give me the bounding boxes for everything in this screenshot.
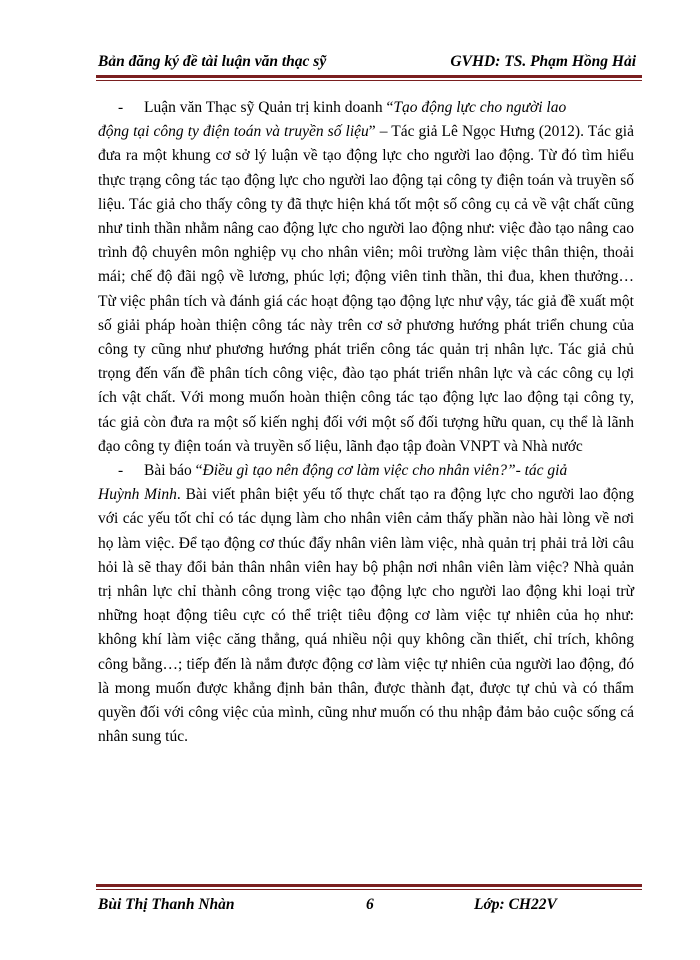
footer-rule-thick (96, 884, 642, 887)
lead-plain-text: Luận văn Thạc sỹ Quản trị kinh doanh “ (144, 99, 394, 116)
paragraph-lead-line (98, 459, 634, 483)
document-body (98, 96, 634, 749)
page-header (96, 52, 642, 74)
header-rule-thin (96, 80, 642, 81)
paragraph-body-text: ” – Tác giả Lê Ngọc Hưng (2012). Tác giả đưa ra một khung cơ sở lý luận về tạo động lực cho người lao động. Từ đó tìm hiểu thực trạng công tác tạo động lực cho người lao động tại công ty điện toán và truyền số liệu. Tác giả cho thấy công ty đã thực hiện khá tốt một số công cụ cả về vật chất cũng như tinh thần nhằm nâng cao động lực cho người lao động như: việc đào tạo nâng cao trình độ chuyên môn nghiệp vụ cho nhân viên; môi trường làm việc thân thiện, thoải mái; chế độ đãi ngộ về lương, phúc lợi; động viên tinh thần, thi đua, khen thưởng…Từ việc phân tích và đánh giá các hoạt động tạo động lực như vậy, tác giả đề xuất một số giải pháp hoàn thiện công tác này trên cơ sở phương hướng phát triển chung của công ty cũng như phương hướng phát triển công tác quản trị nhân lực. Tác giả chủ trọng đến vấn đề phân tích công việc, đào tạo phát triển nhân lực và các công cụ lợi ích vật chất. Với mong muốn hoàn thiện công tác tạo động lực lao động tại công ty, tác giả còn đưa ra một số kiến nghị đối với một số đối tượng hữu quan, cụ thể là lãnh đạo công ty điện toán và truyền số liệu, lãnh đạo tập đoàn VNPT và Nhà nước (98, 123, 634, 455)
header-document-title: Bản đăng ký đề tài luận văn thạc sỹ (98, 53, 327, 70)
paragraph-lead-line (98, 96, 634, 120)
footer-rule-thin (96, 889, 642, 890)
page-footer (96, 896, 642, 918)
bullet-dash: - (118, 99, 124, 116)
paragraph-article-review (98, 459, 634, 749)
lead-italic-title: Điều gì tạo nên động cơ làm việc cho nhân viên?”- tác giả (202, 462, 568, 480)
paragraph-body-text: . Bài viết phân biệt yếu tố thực chất tạo ra động lực cho người lao động với các yếu tốt chỉ có tác dụng làm cho nhân viên cảm thấy phần nào hài lòng về nơi họ làm việc. Để tạo động cơ thúc đẩy nhân viên làm việc, nhà quản trị phải trả lời câu hỏi là sẽ thay đổi bản thân nhân viên hay bộ phận nơi nhân viên làm việc? Nhà quản trị nhân lực chỉ thành công trong việc tạo động lực cho người lao động khi loại trừ những hoạt động tiêu cực có thể triệt tiêu động cơ làm việc tự nhiên của họ như: không khí làm việc căng thẳng, quá nhiều nội quy không cần thiết, chỉ trích, không công bằng…; tiếp đến là nắm được động cơ làm việc tự nhiên của người lao động, đó là mong muốn được khẳng định bản thân, được thành đạt, được tự chủ và có thẩm quyền đối với công việc của mình, cũng như muốn có thu nhập đảm bảo cuộc sống cá nhân sung túc. (98, 486, 634, 746)
bullet-dash: - (118, 462, 124, 480)
paragraph-thesis-review (98, 96, 634, 459)
continued-italic-author: Huỳnh Minh (98, 486, 177, 504)
footer-class: Lớp: CH22V (474, 896, 557, 913)
footer-author: Bùi Thị Thanh Nhàn (98, 896, 235, 913)
lead-italic-title: Tạo động lực cho người lao (393, 99, 567, 116)
header-rule-thick (96, 75, 642, 78)
header-supervisor: GVHD: TS. Phạm Hồng Hải (450, 53, 636, 70)
continued-italic-title: động tại công ty điện toán và truyền số liệu (98, 123, 369, 141)
lead-plain-text: Bài báo “ (144, 462, 203, 480)
page-number: 6 (366, 896, 374, 913)
